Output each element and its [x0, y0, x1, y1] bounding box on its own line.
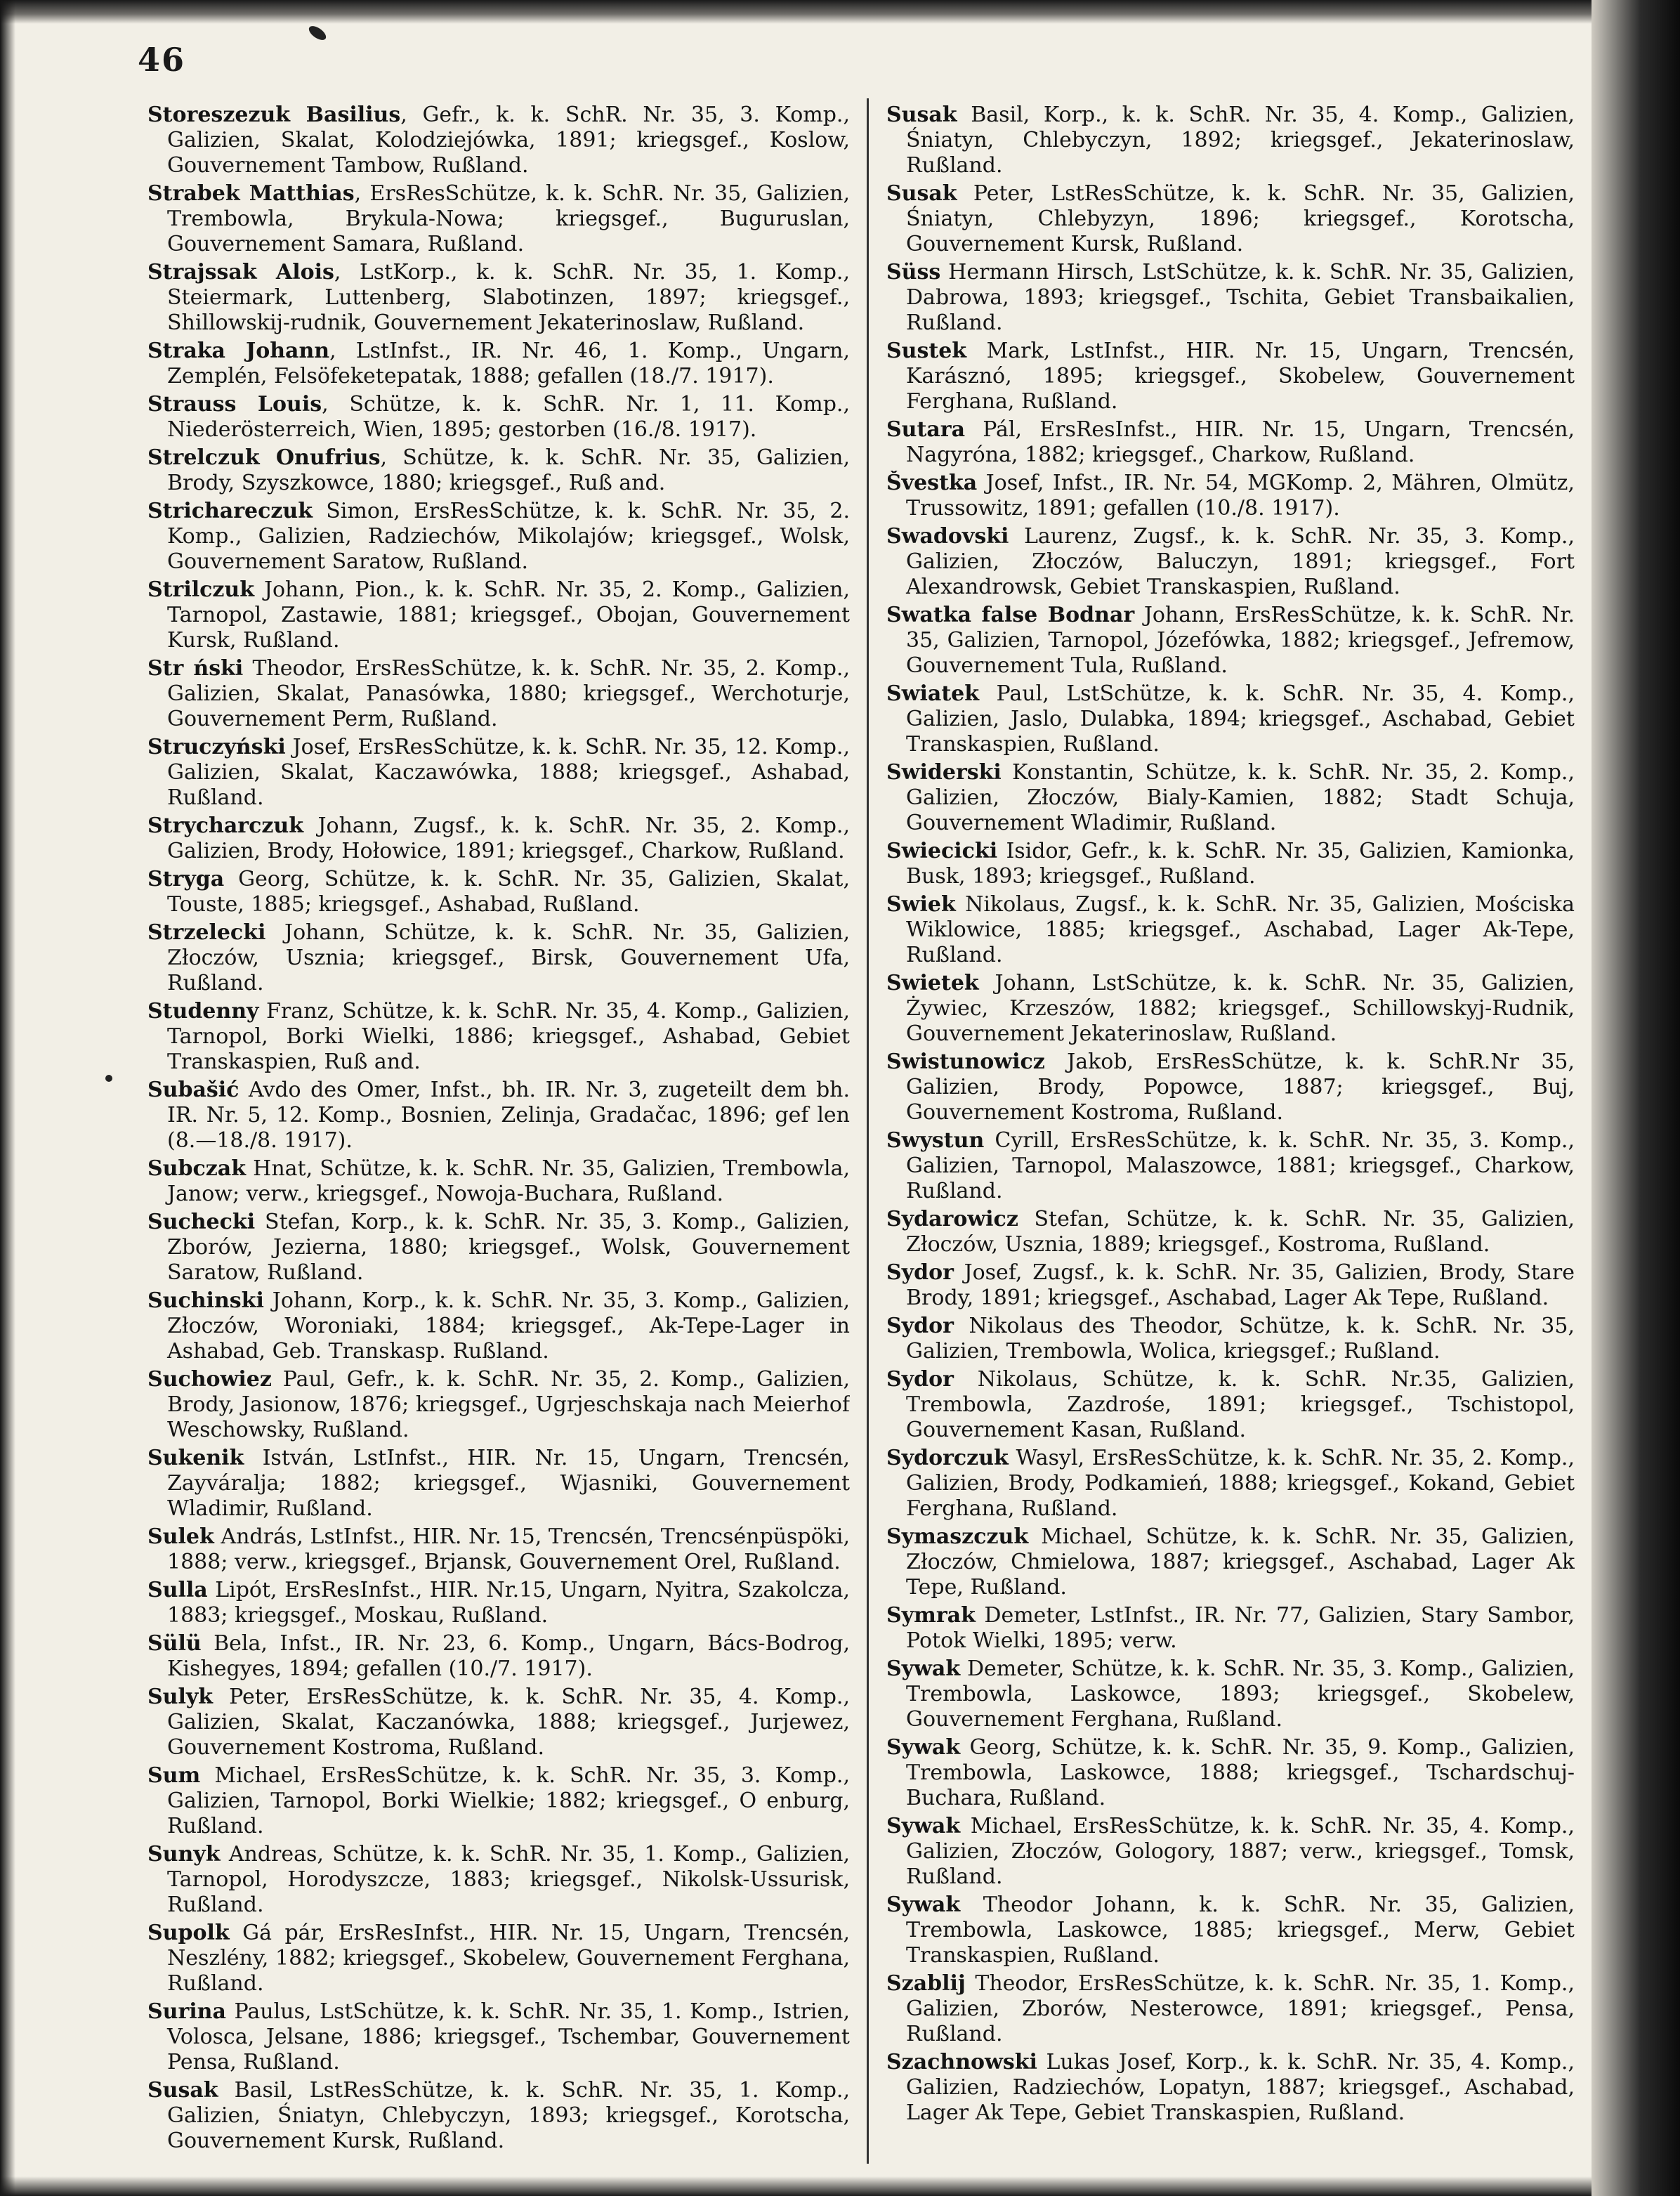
entry-surname: Sydorczuk — [886, 1446, 1009, 1470]
directory-entry — [886, 103, 1575, 178]
directory-entry — [886, 339, 1575, 414]
entry-surname: Swadovski — [886, 524, 1009, 549]
entry-surname: Strajssak Alois — [147, 260, 334, 285]
entry-surname: Sydor — [886, 1260, 954, 1285]
entry-surname: Susak — [147, 2078, 218, 2103]
entry-surname: Supolk — [147, 1921, 230, 1945]
entry-details: , Gefr., k. k. SchR. Nr. 35, 3. Komp., Galizien, Skalat, Kolodziejówka, 1891; kriegsgef., Koslow, Gouvernement Tambow, Rußland. — [167, 103, 850, 178]
entry-details: Nikolaus des Theodor, Schütze, k. k. SchR. Nr. 35, Galizien, Trembowla, Wolica, kriegsgef.; Rußland. — [906, 1314, 1575, 1364]
entry-details: Johann, LstSchütze, k. k. SchR. Nr. 35, Galizien, Żywiec, Krzeszów, 1882; kriegsgef., Schillowskyj-Rudnik, Gouvernement Jekaterinoslaw, Rußland. — [906, 971, 1575, 1046]
directory-entry — [147, 260, 850, 336]
entry-surname: Sulyk — [147, 1685, 214, 1709]
entry-details: , LstKorp., k. k. SchR. Nr. 35, 1. Komp., Steiermark, Luttenberg, Slabotinzen, 1897; kriegsgef., Shillowskij-rudnik, Gouvernement Jekaterinoslaw, Rußland. — [167, 260, 850, 335]
directory-entry — [147, 1367, 850, 1443]
directory-entry — [886, 1971, 1575, 2047]
directory-entry — [147, 499, 850, 575]
directory-entry — [147, 1446, 850, 1522]
entry-surname: Strycharczuk — [147, 813, 303, 838]
directory-entry — [886, 760, 1575, 836]
directory-entry — [147, 920, 850, 996]
column-divider — [867, 98, 869, 2164]
directory-entry — [886, 2050, 1575, 2126]
entry-details: Johann, Korp., k. k. SchR. Nr. 35, 3. Komp., Galizien, Złoczów, Woroniaki, 1884; kriegsgef., Ak-Tepe-Lager in Ashabad, Geb. Transkasp. Rußland. — [167, 1288, 850, 1364]
right-column — [886, 103, 1575, 2129]
entry-surname: Strzelecki — [147, 920, 266, 945]
directory-entry — [147, 999, 850, 1075]
entry-surname: Sywak — [886, 1893, 961, 1917]
entry-surname: Straka Johann — [147, 339, 330, 363]
entry-details: Gá pár, ErsResInfst., HIR. Nr. 15, Ungarn, Trencsén, Neszlény, 1882; kriegsgef., Skobelew, Gouvernement Ferghana, Rußland. — [167, 1921, 850, 1996]
entry-surname: Sunyk — [147, 1842, 221, 1867]
entry-surname: Str ński — [147, 656, 244, 681]
entry-details: Peter, LstResSchütze, k. k. SchR. Nr. 35, Galizien, Śniatyn, Chlebyzyn, 1896; kriegsgef., Korotscha, Gouvernement Kursk, Rußland. — [906, 181, 1575, 256]
directory-entry — [147, 1842, 850, 1918]
entry-details: Demeter, LstInfst., IR. Nr. 77, Galizien, Stary Sambor, Potok Wielki, 1895; verw. — [906, 1603, 1575, 1653]
scan-edge-right — [1592, 0, 1680, 2196]
entry-surname: Sutara — [886, 417, 966, 442]
directory-entry — [147, 103, 850, 178]
entry-surname: Susak — [886, 103, 957, 127]
entry-surname: Sydor — [886, 1367, 954, 1392]
directory-entry — [886, 1128, 1575, 1204]
entry-details: Andreas, Schütze, k. k. SchR. Nr. 35, 1. Komp., Galizien, Tarnopol, Horodyszcze, 1883; kriegsgef., Nikolsk-Ussurisk, Rußland. — [167, 1842, 850, 1917]
entry-details: Georg, Schütze, k. k. SchR. Nr. 35, Galizien, Skalat, Touste, 1885; kriegsgef., Ashabad, Rußland. — [167, 867, 850, 917]
directory-entry — [147, 392, 850, 443]
directory-entry — [147, 1078, 850, 1153]
directory-entry — [147, 656, 850, 732]
directory-entry — [886, 603, 1575, 679]
entry-surname: Strauss Louis — [147, 392, 322, 417]
entry-surname: Suchowiez — [147, 1367, 272, 1392]
entry-details: Michael, Schütze, k. k. SchR. Nr. 35, Galizien, Złoczów, Chmielowa, 1887; kriegsgef., Aschabad, Lager Ak Tepe, Rußland. — [906, 1524, 1575, 1600]
entry-details: Basil, Korp., k. k. SchR. Nr. 35, 4. Komp., Galizien, Śniatyn, Chlebyczyn, 1892; kriegsgef., Jekaterinoslaw, Rußland. — [906, 103, 1575, 178]
entry-details: , Schütze, k. k. SchR. Nr. 1, 11. Komp., Niederösterreich, Wien, 1895; gestorben (16./8. 1917). — [167, 392, 850, 442]
entry-details: Paul, LstSchütze, k. k. SchR. Nr. 35, 4. Komp., Galizien, Jaslo, Dulabka, 1894; kriegsgef., Aschabad, Gebiet Transkaspien, Rußland. — [906, 681, 1575, 757]
entry-surname: Swiatek — [886, 681, 980, 706]
entry-details: Peter, ErsResSchütze, k. k. SchR. Nr. 35, 4. Komp., Galizien, Skalat, Kaczanówka, 1888; kriegsgef., Jurjewez, Gouvernement Kostroma, Rußland. — [167, 1685, 850, 1760]
entry-details: Basil, LstResSchütze, k. k. SchR. Nr. 35, 1. Komp., Galizien, Śniatyn, Chlebyczyn, 1893; kriegsgef., Korotscha, Gouvernement Kursk, Rußland. — [167, 2078, 850, 2153]
directory-entry — [886, 681, 1575, 757]
directory-entry — [886, 1603, 1575, 1654]
entry-details: Johann, Zugsf., k. k. SchR. Nr. 35, 2. Komp., Galizien, Brody, Hołowice, 1891; kriegsgef., Charkow, Rußland. — [167, 813, 850, 863]
directory-entry — [886, 1367, 1575, 1443]
entry-surname: Sydor — [886, 1314, 954, 1338]
directory-entry — [886, 892, 1575, 968]
entry-details: Theodor Johann, k. k. SchR. Nr. 35, Galizien, Trembowla, Laskowce, 1885; kriegsgef., Merw, Gebiet Transkaspien, Rußland. — [906, 1893, 1575, 1968]
entry-surname: Sywak — [886, 1735, 961, 1760]
entry-surname: Swietek — [886, 971, 979, 995]
entry-surname: Swystun — [886, 1128, 985, 1153]
entry-details: Johann, ErsResSchütze, k. k. SchR. Nr. 35, Galizien, Tarnopol, Józefówka, 1882; kriegsgef., Jefremow, Gouvernement Tula, Rußland. — [906, 603, 1575, 678]
left-column — [147, 103, 850, 2157]
directory-entry — [147, 735, 850, 811]
directory-entry — [147, 867, 850, 917]
entry-surname: Studenny — [147, 999, 259, 1024]
entry-details: Simon, ErsResSchütze, k. k. SchR. Nr. 35, 2. Komp., Galizien, Radziechów, Mikolajów; kriegsgef., Wolsk, Gouvernement Saratow, Rußland. — [167, 499, 850, 574]
entry-details: Josef, Infst., IR. Nr. 54, MGKomp. 2, Mähren, Olmütz, Trussowitz, 1891; gefallen (10./8. 1917). — [906, 471, 1575, 521]
entry-details: Lipót, ErsResInfst., HIR. Nr.15, Ungarn, Nyitra, Szakolcza, 1883; kriegsgef., Moskau, Rußland. — [167, 1578, 850, 1628]
directory-entry — [886, 971, 1575, 1047]
directory-entry — [886, 181, 1575, 257]
entry-details: Paulus, LstSchütze, k. k. SchR. Nr. 35, 1. Komp., Istrien, Volosca, Jelsane, 1886; kriegsgef., Tschembar, Gouvernement Pensa, Rußland. — [167, 1999, 850, 2074]
entry-details: István, LstInfst., HIR. Nr. 15, Ungarn, Trencsén, Zayváralja; 1882; kriegsgef., Wjasniki, Gouvernement Wladimir, Rußland. — [167, 1446, 850, 1521]
entry-surname: Süss — [886, 260, 941, 285]
entry-surname: Stryga — [147, 867, 225, 891]
entry-details: Pál, ErsResInfst., HIR. Nr. 15, Ungarn, Trencsén, Nagyróna, 1882; kriegsgef., Charkow, Rußland. — [906, 417, 1575, 467]
entry-details: Laurenz, Zugsf., k. k. SchR. Nr. 35, 3. Komp., Galizien, Złoczów, Baluczyn, 1891; kriegsgef., Fort Alexandrowsk, Gebiet Transkaspien, Rußland. — [906, 524, 1575, 599]
ink-speck — [307, 23, 329, 43]
entry-surname: Sum — [147, 1763, 201, 1788]
directory-entry — [886, 1893, 1575, 1968]
directory-entry — [886, 839, 1575, 889]
entry-surname: Sywak — [886, 1656, 961, 1681]
entry-surname: Strabek Matthias — [147, 181, 355, 206]
entry-details: Michael, ErsResSchütze, k. k. SchR. Nr. 35, 4. Komp., Galizien, Złoczów, Gologory, 1887; verw., kriegsgef., Tomsk, Rußland. — [906, 1814, 1575, 1889]
entry-surname: Szablij — [886, 1971, 966, 1996]
entry-details: Cyrill, ErsResSchütze, k. k. SchR. Nr. 35, 3. Komp., Galizien, Tarnopol, Malaszowce, 1881; kriegsgef., Charkow, Rußland. — [906, 1128, 1575, 1203]
entry-surname: Surina — [147, 1999, 226, 2024]
entry-surname: Swiek — [886, 892, 956, 917]
entry-surname: Strilczuk — [147, 577, 255, 602]
entry-details: Georg, Schütze, k. k. SchR. Nr. 35, 9. Komp., Galizien, Trembowla, Laskowce, 1888; kriegsgef., Tschardschuj-Buchara, Rußland. — [906, 1735, 1575, 1810]
entry-surname: Szachnowski — [886, 2050, 1037, 2074]
entry-surname: Sywak — [886, 1814, 961, 1838]
entry-details: Lukas Josef, Korp., k. k. SchR. Nr. 35, 4. Komp., Galizien, Radziechów, Lopatyn, 1887; kriegsgef., Aschabad, Lager Ak Tepe, Gebiet Transkaspien, Rußland. — [906, 2050, 1575, 2125]
entry-surname: Susak — [886, 181, 957, 206]
entry-surname: Struczyński — [147, 735, 286, 759]
entry-surname: Švestka — [886, 471, 978, 495]
directory-entry — [147, 1210, 850, 1286]
directory-entry — [886, 1814, 1575, 1890]
entry-surname: Swistunowicz — [886, 1050, 1045, 1074]
entry-surname: Storeszezuk Basilius — [147, 103, 401, 127]
entry-details: Hermann Hirsch, LstSchütze, k. k. SchR. Nr. 35, Galizien, Dabrowa, 1893; kriegsgef., Tschita, Gebiet Transbaikalien, Rußland. — [906, 260, 1575, 335]
scan-edge-top — [0, 0, 1680, 24]
entry-surname: Suchinski — [147, 1288, 264, 1313]
entry-details: Johann, Pion., k. k. SchR. Nr. 35, 2. Komp., Galizien, Tarnopol, Zastawie, 1881; kriegsgef., Obojan, Gouvernement Kursk, Rußland. — [167, 577, 850, 653]
directory-entry — [147, 1685, 850, 1760]
entry-surname: Strichareczuk — [147, 499, 313, 523]
ink-speck — [105, 1075, 112, 1082]
directory-entry — [147, 1578, 850, 1628]
entry-details: Stefan, Schütze, k. k. SchR. Nr. 35, Galizien, Złoczów, Usznia, 1889; kriegsgef., Kostroma, Rußland. — [906, 1207, 1575, 1257]
entry-surname: Symaszczuk — [886, 1524, 1029, 1549]
directory-entry — [147, 1763, 850, 1839]
entry-surname: Sustek — [886, 339, 967, 363]
entry-details: Demeter, Schütze, k. k. SchR. Nr. 35, 3. Komp., Galizien, Trembowla, Laskowce, 1893; kriegsgef., Skobelew, Gouvernement Ferghana, Rußland. — [906, 1656, 1575, 1732]
entry-surname: Sukenik — [147, 1446, 244, 1470]
entry-surname: Swiderski — [886, 760, 1002, 785]
entry-details: Nikolaus, Zugsf., k. k. SchR. Nr. 35, Galizien, Mościska Wiklowice, 1885; kriegsgef., Aschabad, Lager Ak-Tepe, Rußland. — [906, 892, 1575, 967]
directory-entry — [886, 1260, 1575, 1311]
entry-details: , Schütze, k. k. SchR. Nr. 35, Galizien, Brody, Szyszkowce, 1880; kriegsgef., Ruß and. — [167, 445, 850, 495]
directory-entry — [886, 1050, 1575, 1125]
entry-surname: Swatka false Bodnar — [886, 603, 1135, 627]
directory-entry — [886, 1735, 1575, 1811]
entry-details: Nikolaus, Schütze, k. k. SchR. Nr.35, Galizien, Trembowla, Zazdrośe, 1891; kriegsgef., Tschistopol, Gouvernement Kasan, Rußland. — [906, 1367, 1575, 1442]
entry-details: Jakob, ErsResSchütze, k. k. SchR.Nr 35, Galizien, Brody, Popowce, 1887; kriegsgef., Buj, Gouvernement Kostroma, Rußland. — [906, 1050, 1575, 1125]
entry-details: Wasyl, ErsResSchütze, k. k. SchR. Nr. 35, 2. Komp., Galizien, Brody, Podkamień, 1888; kriegsgef., Kokand, Gebiet Ferghana, Rußland. — [906, 1446, 1575, 1521]
scan-edge-left — [0, 0, 15, 2196]
directory-entry — [147, 2078, 850, 2154]
directory-entry — [886, 1207, 1575, 1257]
entry-details: András, LstInfst., HIR. Nr. 15, Trencsén, Trencsénpüspöki, 1888; verw., kriegsgef., Brjansk, Gouvernement Orel, Rußland. — [167, 1524, 850, 1574]
directory-entry — [147, 1288, 850, 1364]
entry-details: Michael, ErsResSchütze, k. k. SchR. Nr. 35, 3. Komp., Galizien, Tarnopol, Borki Wielkie; 1882; kriegsgef., O enburg, Rußland. — [167, 1763, 850, 1838]
directory-entry — [886, 1524, 1575, 1600]
entry-surname: Sülü — [147, 1631, 202, 1656]
entry-details: , ErsResSchütze, k. k. SchR. Nr. 35, Galizien, Trembowla, Brykula-Nowa; kriegsgef., Buguruslan, Gouvernement Samara, Rußland. — [167, 181, 850, 256]
directory-entry — [886, 417, 1575, 468]
entry-details: Johann, Schütze, k. k. SchR. Nr. 35, Galizien, Złoczów, Usznia; kriegsgef., Birsk, Gouvernement Ufa, Rußland. — [167, 920, 850, 995]
directory-entry — [147, 813, 850, 864]
entry-surname: Sulla — [147, 1578, 208, 1602]
directory-entry — [147, 1921, 850, 1996]
directory-entry — [147, 1631, 850, 1682]
directory-entry — [886, 524, 1575, 600]
directory-entry — [147, 339, 850, 389]
directory-entry — [886, 1314, 1575, 1364]
entry-details: Bela, Infst., IR. Nr. 23, 6. Komp., Ungarn, Bács-Bodrog, Kishegyes, 1894; gefallen (10./7. 1917). — [167, 1631, 850, 1681]
entry-surname: Suchecki — [147, 1210, 256, 1234]
entry-details: Mark, LstInfst., HIR. Nr. 15, Ungarn, Trencsén, Karásznó, 1895; kriegsgef., Skobelew, Gouvernement Ferghana, Rußland. — [906, 339, 1575, 414]
directory-entry — [147, 1156, 850, 1207]
entry-details: Theodor, ErsResSchütze, k. k. SchR. Nr. 35, 2. Komp., Galizien, Skalat, Panasówka, 1880; kriegsgef., Werchoturje, Gouvernement Perm, Rußland. — [167, 656, 850, 731]
entry-details: Theodor, ErsResSchütze, k. k. SchR. Nr. 35, 1. Komp., Galizien, Zborów, Nesterowce, 1891; kriegsgef., Pensa, Rußland. — [906, 1971, 1575, 2046]
entry-details: Hnat, Schütze, k. k. SchR. Nr. 35, Galizien, Trembowla, Janow; verw., kriegsgef., Nowoja-Buchara, Rußland. — [167, 1156, 850, 1206]
entry-surname: Strelczuk Onufrius — [147, 445, 381, 470]
entry-details: Isidor, Gefr., k. k. SchR. Nr. 35, Galizien, Kamionka, Busk, 1893; kriegsgef., Rußland. — [906, 839, 1575, 889]
entry-surname: Subczak — [147, 1156, 246, 1181]
entry-surname: Sydarowicz — [886, 1207, 1018, 1231]
directory-entry — [147, 1999, 850, 2075]
scan-edge-bottom — [0, 2176, 1680, 2196]
entry-details: Josef, ErsResSchütze, k. k. SchR. Nr. 35, 12. Komp., Galizien, Skalat, Kaczawówka, 1888; kriegsgef., Ashabad, Rußland. — [167, 735, 850, 810]
entry-details: , LstInfst., IR. Nr. 46, 1. Komp., Ungarn, Zemplén, Felsöfeketepatak, 1888; gefallen (18./7. 1917). — [167, 339, 850, 388]
entry-details: Avdo des Omer, Infst., bh. IR. Nr. 3, zugeteilt dem bh. IR. Nr. 5, 12. Komp., Bosnien, Zelinja, Gradačac, 1896; gef len (8.—18./8. 1917). — [167, 1078, 850, 1153]
entry-details: Konstantin, Schütze, k. k. SchR. Nr. 35, 2. Komp., Galizien, Złoczów, Bialy-Kamien, 1882; Stadt Schuja, Gouvernement Wladimir, Rußland. — [906, 760, 1575, 835]
directory-entry — [147, 577, 850, 653]
directory-entry — [147, 181, 850, 257]
entry-surname: Subašić — [147, 1078, 239, 1102]
entry-surname: Swiecicki — [886, 839, 998, 863]
directory-entry — [886, 471, 1575, 521]
page-number: 46 — [138, 41, 186, 79]
entry-surname: Sulek — [147, 1524, 214, 1549]
entry-details: Josef, Zugsf., k. k. SchR. Nr. 35, Galizien, Brody, Stare Brody, 1891; kriegsgef., Aschabad, Lager Ak Tepe, Rußland. — [906, 1260, 1575, 1310]
entry-details: Paul, Gefr., k. k. SchR. Nr. 35, 2. Komp., Galizien, Brody, Jasionow, 1876; kriegsgef., Ugrjeschskaja nach Meierhof Weschowsky, Rußland. — [167, 1367, 850, 1442]
entry-details: Franz, Schütze, k. k. SchR. Nr. 35, 4. Komp., Galizien, Tarnopol, Borki Wielki, 1886; kriegsgef., Ashabad, Gebiet Transkaspien, Ruß and. — [167, 999, 850, 1074]
directory-entry — [147, 1524, 850, 1575]
entry-surname: Symrak — [886, 1603, 976, 1628]
directory-entry — [886, 1446, 1575, 1522]
entry-details: Stefan, Korp., k. k. SchR. Nr. 35, 3. Komp., Galizien, Zborów, Jezierna, 1880; kriegsgef., Wolsk, Gouvernement Saratow, Rußland. — [167, 1210, 850, 1285]
directory-entry — [886, 1656, 1575, 1732]
directory-entry — [147, 445, 850, 496]
directory-entry — [886, 260, 1575, 336]
